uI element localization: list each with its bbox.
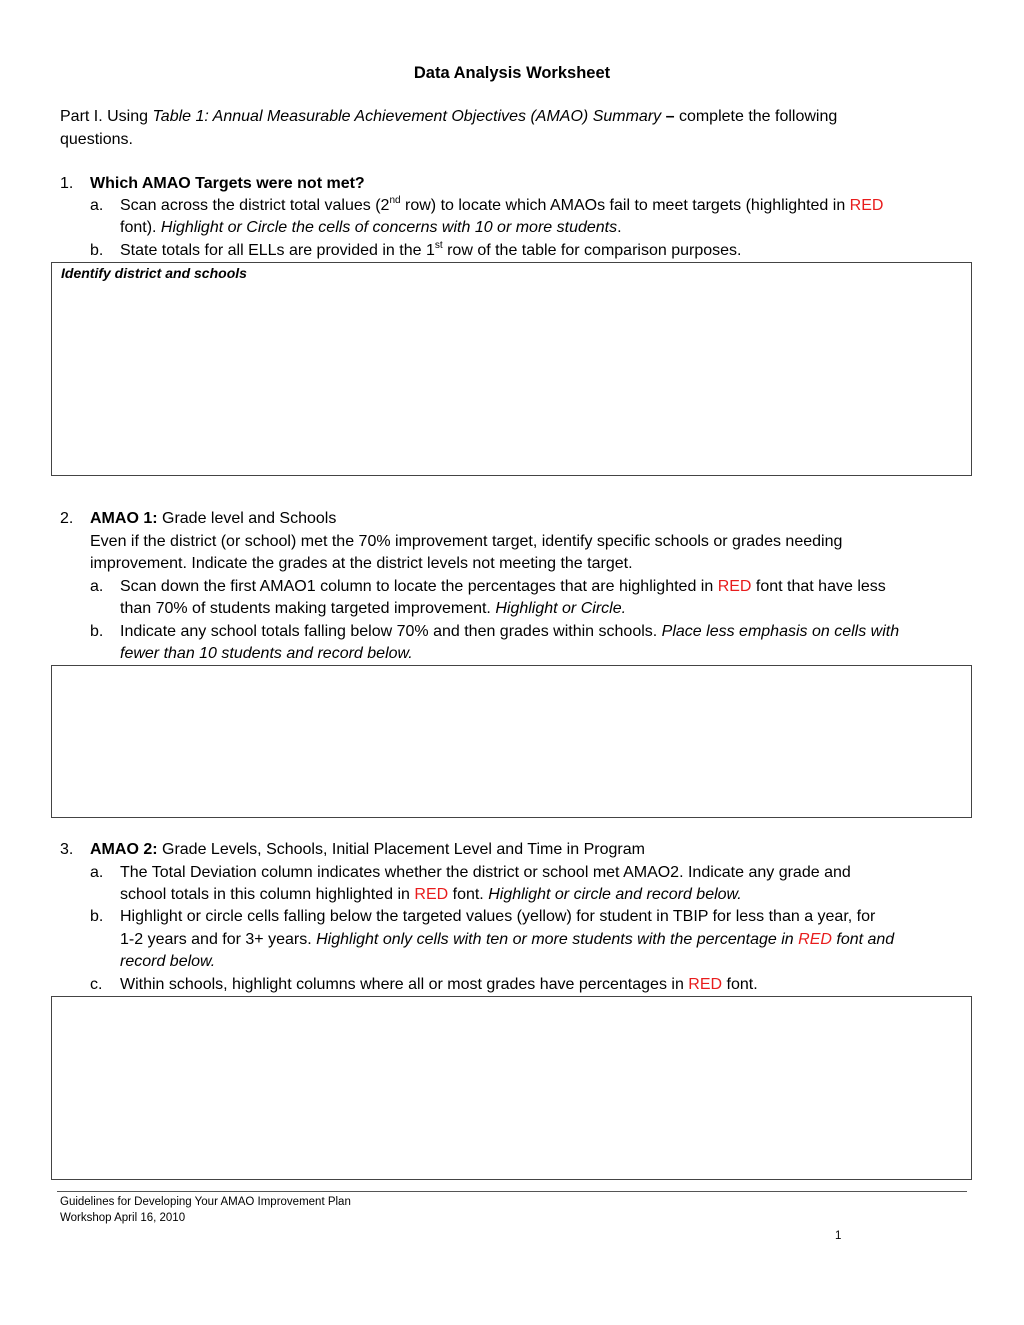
q2-paragraph-line2: improvement. Indicate the grades at the district levels not meeting the target. <box>90 555 633 572</box>
q3-b-label: b. <box>90 908 104 925</box>
q3-c-label: c. <box>90 976 103 993</box>
q2-b-label: b. <box>90 623 104 640</box>
q3-a-line2: school totals in this column highlighted in RED font. Highlight or circle and record below. <box>120 886 742 903</box>
footer-divider <box>57 1191 967 1192</box>
q3-b-line2: 1-2 years and for 3+ years. Highlight only cells with ten or more students with the percentage in RED font and <box>120 931 895 948</box>
q1-a-label: a. <box>90 197 104 214</box>
table-reference: Table 1: Annual Measurable Achievement Objectives (AMAO) Summary <box>152 108 662 125</box>
q3-number: 3. <box>60 841 74 858</box>
q1-b-line: State totals for all ELLs are provided in the 1st row of the table for comparison purposes. <box>120 239 742 259</box>
q2-paragraph-line1: Even if the district (or school) met the 70% improvement target, identify specific schools or grades needing <box>90 533 843 550</box>
part1-intro: Part I. Using Table 1: Annual Measurable Achievement Objectives (AMAO) Summary – complete the following <box>60 108 838 125</box>
q2-a-line1: Scan down the first AMAO1 column to locate the percentages that are highlighted in RED font that have less <box>120 578 886 595</box>
q3-b-line3: record below. <box>120 953 216 970</box>
q2-b-line2: fewer than 10 students and record below. <box>120 645 413 662</box>
q3-answer-box[interactable] <box>51 996 972 1180</box>
page-title: Data Analysis Worksheet <box>413 64 611 82</box>
q2-number: 2. <box>60 510 74 527</box>
q1-answer-box[interactable] <box>51 262 972 476</box>
q1-a-line2: font). Highlight or Circle the cells of concerns with 10 or more students. <box>120 219 622 236</box>
q2-b-line1: Indicate any school totals falling below 70% and then grades within schools. Place less emphasis on cells with <box>120 623 900 640</box>
q3-heading: AMAO 2: Grade Levels, Schools, Initial Placement Level and Time in Program <box>90 841 645 858</box>
q3-b-line1: Highlight or circle cells falling below the targeted values (yellow) for student in TBIP for less than a year, for <box>120 908 876 925</box>
part1-intro-line2: questions. <box>60 131 133 148</box>
q1-b-label: b. <box>90 242 104 259</box>
q2-a-label: a. <box>90 578 104 595</box>
q1-heading: Which AMAO Targets were not met? <box>90 175 365 192</box>
q2-answer-box[interactable] <box>51 665 972 818</box>
footer-guidelines: Guidelines for Developing Your AMAO Improvement Plan <box>60 1196 351 1208</box>
page-number: 1 <box>835 1230 842 1242</box>
q1-number: 1. <box>60 175 74 192</box>
q3-a-line1: The Total Deviation column indicates whether the district or school met AMAO2. Indicate any grade and <box>120 864 851 881</box>
footer-workshop-date: Workshop April 16, 2010 <box>60 1212 186 1224</box>
q1-a-line1: Scan across the district total values (2nd row) to locate which AMAOs fail to meet targets (highlighted in RED <box>120 194 884 214</box>
q3-a-label: a. <box>90 864 104 881</box>
q1-box-label: Identify district and schools <box>61 265 247 281</box>
q2-a-line2: than 70% of students making targeted improvement. Highlight or Circle. <box>120 600 627 617</box>
q2-heading: AMAO 1: Grade level and Schools <box>90 510 337 527</box>
q3-c-line: Within schools, highlight columns where all or most grades have percentages in RED font. <box>120 976 758 993</box>
